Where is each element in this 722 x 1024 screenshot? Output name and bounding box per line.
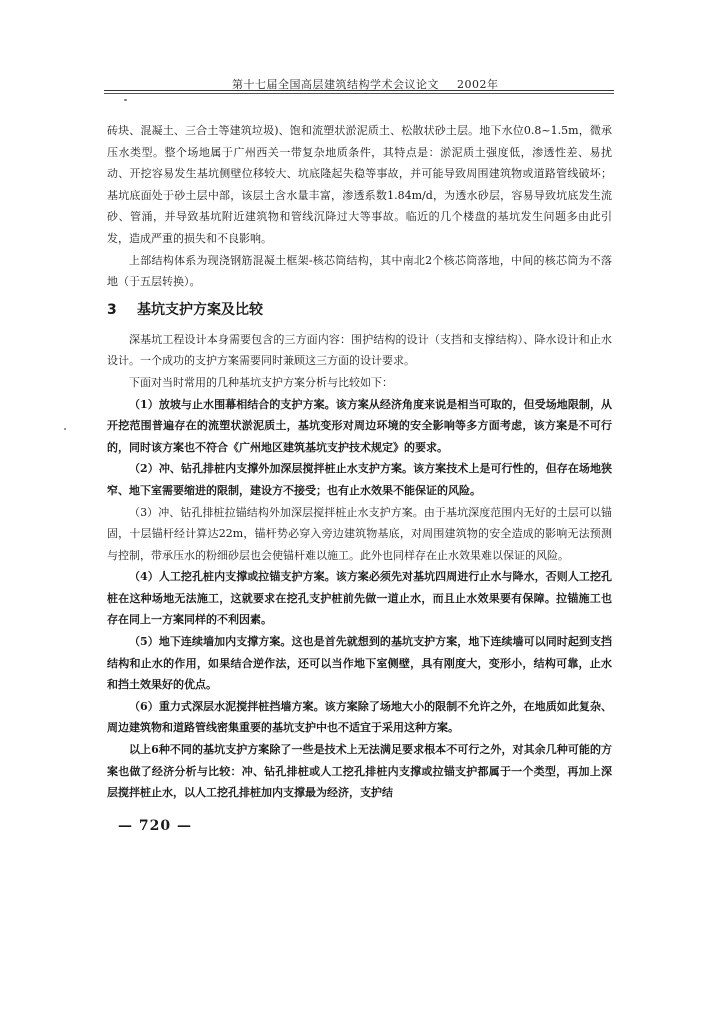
page-number: — 720 — [118,818,192,834]
header-title: 第十七届全国高层建筑结构学术会议论文 [232,78,439,91]
scheme-item-6: （6）重力式深层水泥搅拌桩挡墙方案。该方案除了场地大小的限制不允许之外，在地质如此复杂、周边建筑物和道路管线密集重要的基坑支护中也不适宜于采用这种方案。 [107,699,612,735]
scheme-item-4: （4）人工挖孔桩内支撑或拉锚支护方案。该方案必须先对基坑四周进行止水与降水，否则人工挖孔桩在这种场地无法施工，这就要求在挖孔支护桩前先做一道止水，而且止水效果要有保障。拉锚施工也存在同上一方案同样的不利因素。 [107,570,612,627]
body-text [107,120,612,804]
scheme-item-5: （5）地下连续墙加内支撑方案。这也是首先就想到的基坑支护方案，地下连续墙可以同时起到支挡结构和止水的作用，如果结合逆作法，还可以当作地下室侧壁，具有刚度大，变形小，结构可靠，止水和挡土效果好的优点。 [107,635,612,692]
paragraph-geology: 砖块、混凝土、三合土等建筑垃圾)、饱和流塑状淤泥质土、松散状砂土层。地下水位0.8~1.5m，微承压水类型。整个场地属于广州西关一带复杂地质条件，其特点是：淤泥质土强度低，渗透性差、易扰动、开挖容易发生基坑侧壁位移较大、坑底隆起失稳等事故，并可能导致周围建筑物或道路管线破坏；基坑底面处于砂土层中部，该层土含水量丰富，渗透系数1.84m/d，为透水砂层，容易导致坑底发生流砂、管涌，并导致基坑附近建筑物和管线沉降过大等事故。临近的几个楼盘的基坑发生问题多由此引发，造成严重的损失和不良影响。 [107,124,612,245]
scheme-item-2: （2）冲、钻孔排桩内支撑外加深层搅拌桩止水支护方案。该方案技术上是可行性的，但存在场地狭窄、地下室需要缩进的限制，建设方不接受；也有止水效果不能保证的风险。 [107,462,612,497]
scheme-item-3: （3）冲、钻孔排桩拉锚结构外加深层搅拌桩止水支护方案。由于基坑深度范围内无好的土层可以锚固，十层锚杆经计算达22m，锚杆势必穿入旁边建筑物基底，对周围建筑物的安全造成的影响无法预测与控制，带承压水的粉细砂层也会使锚杆难以施工。此外也同样存在止水效果难以保证的风险。 [107,505,612,562]
section-heading [107,299,612,321]
scan-speck [64,428,66,430]
paragraph-structure: 上部结构体系为现浇钢筋混凝土框架-核芯筒结构，其中南北2个核芯筒落地，中间的核芯筒为不落地（于五层转换）。 [107,253,612,289]
header-rule [104,90,614,91]
paragraph-summary: 以上6种不同的基坑支护方案除了一些是技术上无法满足要求根本不可行之外，对其余几种可能的方案也做了经济分析与比较：冲、钻孔排桩或人工挖孔排桩内支撑或拉锚支护都属于一个类型，再加上深层搅拌桩止水，以人工挖孔排桩加内支撑最为经济，支护结 [107,743,612,800]
paragraph-intro-list: 下面对当时常用的几种基坑支护方案分析与比较如下： [129,375,393,389]
scan-speck [124,99,127,101]
paragraph-design-scope: 深基坑工程设计本身需要包含的三方面内容：围护结构的设计（支挡和支撑结构）、降水设计和止水设计。一个成功的支护方案需要同时兼顾这三方面的设计要求。 [107,332,612,368]
scheme-item-1: （1）放坡与止水围幕相结合的支护方案。该方案从经济角度来说是相当可取的，但受场地限制，从开挖范围普遍存在的流塑状淤泥质土，基坑变形对周边环境的安全影响等多方面考虑，该方案是不可行的，同时该方案也不符合《广州地区建筑基坑支护技术规定》的要求。 [107,397,612,454]
header-year: 2002年 [457,78,499,91]
header-rule-thin [104,93,614,94]
section-number: 3 [107,301,117,318]
section-title: 基坑支护方案及比较 [137,301,263,318]
